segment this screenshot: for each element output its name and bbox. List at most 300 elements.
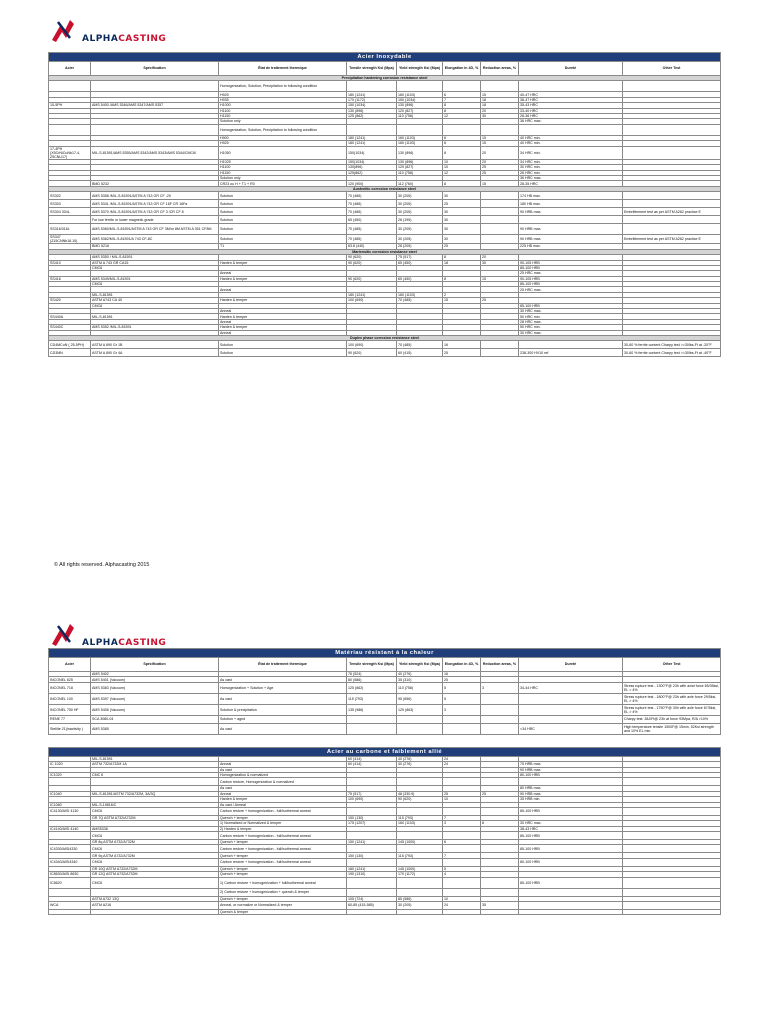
table-cell: 34-44 HRC xyxy=(519,682,623,693)
table-cell: As cast / Anneal xyxy=(219,802,347,807)
table-row xyxy=(49,902,721,910)
table-cell: 90-105 HRB xyxy=(519,260,623,265)
table-cell: 160 (1103) xyxy=(397,92,443,97)
table-cell: Harden & temper xyxy=(219,325,347,330)
table-cell: 76 (524) xyxy=(347,672,397,677)
table-cell: 8 xyxy=(443,108,481,113)
table-cell: Carbon restore, Homogenization & normalized xyxy=(219,778,347,786)
table-cell: GR 8q ASTM A732/A732M xyxy=(91,840,219,845)
table-title-row xyxy=(49,649,721,658)
alphacasting-logo-icon xyxy=(48,620,78,648)
column-header: Other Test xyxy=(623,62,721,76)
section-title: Martensitic corrosion resistance steel xyxy=(49,249,721,254)
table-cell: 25 xyxy=(443,677,481,682)
table-cell: Solution xyxy=(219,341,347,349)
table-cell: IC4130/AISI 4130 xyxy=(49,807,91,815)
table-cell: 20 xyxy=(481,108,519,113)
table-cell xyxy=(49,832,91,840)
table-row xyxy=(49,704,721,715)
table-cell: 190 (1310) xyxy=(347,872,397,877)
table-row xyxy=(49,224,721,235)
table-cell: Quench & temper xyxy=(219,910,347,915)
table-cell xyxy=(443,124,481,135)
table-cell: 30 xyxy=(443,224,481,235)
table-cell: 180 (1241) xyxy=(347,866,397,871)
table-cell: Anneal xyxy=(219,319,347,324)
table-cell xyxy=(347,845,397,853)
table-cell: Stress rupture test - 1750°F@ 30h with axle force 67/5ksi, EL > 4% xyxy=(623,704,721,715)
table-cell xyxy=(481,723,519,734)
table-cell: IC8630/AISI 8630 xyxy=(49,872,91,877)
table-cell: 12 xyxy=(443,170,481,175)
table-cell: SS420 xyxy=(49,298,91,303)
table-cell: AMS 5402 xyxy=(91,672,219,677)
table-cell xyxy=(481,778,519,786)
section-title: Duplex phase corrosion resistance steel xyxy=(49,335,721,340)
table-cell: 75 (517) xyxy=(347,791,397,796)
table-cell: IC4140/AISI 4140 xyxy=(49,826,91,831)
table-cell: 25 xyxy=(481,298,519,303)
table-cell: 25 xyxy=(443,200,481,208)
table-cell: Harden & temper xyxy=(219,260,347,265)
table-cell: 3 xyxy=(481,682,519,693)
table-cell: Solution xyxy=(219,208,347,216)
table-cell xyxy=(519,888,623,896)
table-cell: 130 (896) xyxy=(347,108,397,113)
table-cell: MIL-S-81591 xyxy=(91,756,219,761)
table-cell: Embrittlement test as per ASTM A262 practice E xyxy=(623,235,721,244)
table-cell: 25 xyxy=(443,791,481,796)
table-cell xyxy=(623,832,721,840)
table-cell: 28 (205) xyxy=(397,244,443,249)
table-cell xyxy=(519,910,623,915)
table-cell: 90 (620) xyxy=(347,255,397,260)
table-cell xyxy=(519,778,623,786)
column-header: Tensile strength Ksi (Mpa) xyxy=(347,658,397,672)
table-cell: H935 xyxy=(219,97,347,102)
table-cell xyxy=(49,778,91,786)
table-cell xyxy=(623,778,721,786)
column-header-row xyxy=(49,62,721,76)
table-cell: 90 HRB max. xyxy=(519,235,623,244)
table-cell xyxy=(397,778,443,786)
table-cell: 15 xyxy=(481,135,519,140)
alphacasting-logo xyxy=(48,0,720,44)
table-cell: Embrittlement test as per ASTM A262 practice E xyxy=(623,208,721,216)
table-cell: As cast xyxy=(219,723,347,734)
table-row xyxy=(49,208,721,216)
table-cell: 130(896) xyxy=(347,165,397,170)
table-cell: 150 (130) xyxy=(347,853,397,858)
table-cell: Homogenization, Solution, Precipitation to following condition xyxy=(219,81,347,92)
table-cell: GR 12Q ASTM A732/A732M xyxy=(91,872,219,877)
table-cell: 25 xyxy=(443,244,481,249)
table-cell xyxy=(481,208,519,216)
table-cell xyxy=(481,200,519,208)
table-cell: As cast xyxy=(219,677,347,682)
table-cell: 100 (690) xyxy=(347,797,397,802)
table-cell: SS410 xyxy=(49,260,91,265)
column-header: Tensile strength Ksi (Mpa) xyxy=(347,62,397,76)
table-cell: 75 (517) xyxy=(397,255,443,260)
table-cell xyxy=(623,200,721,208)
table-cell: 36 HRC max. xyxy=(519,175,623,180)
table-cell: 7 xyxy=(443,853,481,858)
table-cell: 85-100 HRB xyxy=(519,845,623,853)
table-cell xyxy=(347,778,397,786)
table-cell: INCONEL 750 HF xyxy=(49,704,91,715)
table-row xyxy=(49,723,721,734)
column-header: État de traitement thermique xyxy=(219,62,347,76)
table-cell: SS440A xyxy=(49,314,91,319)
table-row xyxy=(49,192,721,200)
table-cell: Quench + temper xyxy=(219,872,347,877)
table-cell: 60 (415) xyxy=(397,349,443,357)
table-cell xyxy=(49,216,91,224)
table-title-row xyxy=(49,53,721,62)
table-cell: 70 (485) xyxy=(347,192,397,200)
table-cell: 125 (863) xyxy=(397,704,443,715)
table-row xyxy=(49,146,721,159)
table-cell xyxy=(347,723,397,734)
table-cell: 80-100 HRB xyxy=(519,772,623,777)
table-cell: 2) Harden & temper xyxy=(219,826,347,831)
table-cell: AMS 5397 (Vacuum) xyxy=(91,693,219,704)
table-cell: 30 HRC max. xyxy=(519,821,623,826)
table-cell: ASTM A 890 Gr 1B xyxy=(91,341,219,349)
table-cell: 40 (276) xyxy=(397,756,443,761)
table-cell: 90 HRB max. xyxy=(519,224,623,235)
table-cell xyxy=(91,124,219,135)
table-cell: Stress rupture test - 1800°F@ 23h with axle force 29/5ksi, EL > 4% xyxy=(623,693,721,704)
table-cell xyxy=(481,235,519,244)
table-cell: CMC6 xyxy=(91,282,219,287)
table-cell: 238-300 HV10 ref xyxy=(519,349,623,357)
table-cell xyxy=(443,877,481,888)
table-cell: 28-35 HRC xyxy=(519,181,623,186)
table-cell xyxy=(397,124,443,135)
table-cell: 90 (620) xyxy=(347,349,397,357)
table-cell: 7 xyxy=(443,97,481,102)
table-cell xyxy=(623,888,721,896)
table-cell: 130 (896) xyxy=(397,159,443,164)
table-cell: 30 (205) xyxy=(397,902,443,910)
table-cell: H925 xyxy=(219,141,347,146)
table-row xyxy=(49,845,721,853)
table-cell: Anneal xyxy=(219,791,347,796)
table-cell: 70 (485) xyxy=(347,208,397,216)
table-row xyxy=(49,200,721,208)
table-cell: SS316/316L xyxy=(49,224,91,235)
table-cell: 63.8 (440) xyxy=(347,244,397,249)
table-cell: AMS 5360/MIL-S-81591/ASTM A 743 GR CF 3M/or 8M ASTM A 351 CF8M xyxy=(91,224,219,235)
table-cell: 65 (450) xyxy=(397,260,443,265)
table-cell: Homogenization + Solution + Age xyxy=(219,682,347,693)
table-cell: H1100 xyxy=(219,108,347,113)
table-cell: 160 (1103) xyxy=(397,821,443,826)
table-cell: 125(862) xyxy=(347,170,397,175)
table-title: Acier Inoxydable xyxy=(49,53,721,62)
table-row xyxy=(49,682,721,693)
table-cell xyxy=(623,807,721,815)
table-cell: AMS 5406 (Vacuum) xyxy=(91,704,219,715)
table-cell xyxy=(519,124,623,135)
table-cell: CMC6 xyxy=(91,303,219,308)
table-cell xyxy=(397,910,443,915)
table-cell: CMC6 xyxy=(91,832,219,840)
table-cell xyxy=(91,81,219,92)
table-cell xyxy=(481,693,519,704)
table-cell: AMS 5383 (Vacuum) xyxy=(91,682,219,693)
table-cell: 25 xyxy=(481,791,519,796)
heat-resistant-table xyxy=(48,648,721,735)
table-cell: 5 xyxy=(443,693,481,704)
table-cell xyxy=(91,888,219,896)
alphacasting-logo-icon xyxy=(48,16,78,44)
table-cell xyxy=(443,81,481,92)
table-cell: Anneal xyxy=(219,309,347,314)
table-cell xyxy=(347,124,397,135)
section-title: Austenitic corrosion resistance steel xyxy=(49,186,721,191)
table-cell: 40 HRC min. xyxy=(519,135,623,140)
table-cell: Solution xyxy=(219,192,347,200)
table-cell: 25 xyxy=(481,170,519,175)
table-title: Matériau résistant à la chaleur xyxy=(49,649,721,658)
brand-name: ALPHACASTING xyxy=(82,638,167,648)
table-row xyxy=(49,693,721,704)
table-cell xyxy=(49,81,91,92)
table-cell: Harden & temper xyxy=(219,276,347,281)
table-cell: 38-47 HRC xyxy=(519,97,623,102)
table-cell: CMC6 xyxy=(91,858,219,866)
table-cell: 18 xyxy=(481,103,519,108)
table-cell: Solution + aged xyxy=(219,715,347,723)
table-cell: 60 (414) xyxy=(347,762,397,767)
table-row xyxy=(49,216,721,224)
table-cell xyxy=(481,216,519,224)
table-cell: GR 10Q ASTM A732/A732M xyxy=(91,866,219,871)
table-cell: 35 (310) xyxy=(397,677,443,682)
table-cell: 30 HRC max. xyxy=(519,330,623,335)
table-cell: 30 (205) xyxy=(397,224,443,235)
table-cell: 30 HRC min. xyxy=(519,165,623,170)
table-cell: 15-5PH xyxy=(49,103,91,108)
table-cell: 15 xyxy=(481,141,519,146)
table-cell xyxy=(623,858,721,866)
brand-name: ALPHACASTING xyxy=(82,34,167,44)
table-cell: 120 (827) xyxy=(397,108,443,113)
table-cell: For low ferrite or lower magnetic grade xyxy=(91,216,219,224)
table-cell xyxy=(481,349,519,357)
table-cell: 26 HRC min. xyxy=(519,170,623,175)
table-cell: 30 xyxy=(481,113,519,118)
table-cell: SS416 xyxy=(49,276,91,281)
table-cell: 130 (896) xyxy=(397,146,443,159)
table-cell xyxy=(443,845,481,853)
table-cell xyxy=(347,81,397,92)
table-cell: Carbon restore + homogenization - full/isothermal anneal xyxy=(219,858,347,866)
table-cell: 6 xyxy=(443,141,481,146)
table-row xyxy=(49,124,721,135)
table-cell: 50 HRC min. xyxy=(519,314,623,319)
table-cell: Harden & temper xyxy=(219,797,347,802)
table-cell: ASTM A732 13Q xyxy=(91,896,219,901)
table-cell: Solution xyxy=(219,235,347,244)
table-cell xyxy=(397,888,443,896)
table-cell xyxy=(481,858,519,866)
table-cell: IC1060 xyxy=(49,802,91,807)
table-cell: 170 (1172) xyxy=(397,872,443,877)
table-cell: 150(1034) xyxy=(347,146,397,159)
table-cell: 10 xyxy=(443,159,481,164)
table-cell: Charpy test: 38J/Ft@ 23h at force 93Mpa, R/A >10% xyxy=(623,715,721,723)
table-cell: 70 (485) xyxy=(347,235,397,244)
table-cell: AMS5338 xyxy=(91,826,219,831)
table-cell: 10 xyxy=(443,896,481,901)
table-cell: ASTM A 890 Gr 4A xyxy=(91,349,219,357)
table-cell xyxy=(49,124,91,135)
table-row xyxy=(49,910,721,915)
table-cell: As cast xyxy=(219,786,347,791)
table-cell: 30 (205) xyxy=(397,192,443,200)
table-cell: Anneal xyxy=(219,762,347,767)
table-cell: 180 (1241) xyxy=(347,92,397,97)
table-cell: 25 HRC max. xyxy=(519,271,623,276)
table-cell: ASTM A216 xyxy=(91,902,219,910)
table-cell: 175 (1207) xyxy=(347,821,397,826)
table-cell: 10 xyxy=(443,165,481,170)
table-cell xyxy=(347,877,397,888)
table-cell xyxy=(397,723,443,734)
table-cell: 30-60 % ferrite content Charpy test >=30lbs-Ft at -20°F xyxy=(623,341,721,349)
table-cell xyxy=(347,888,397,896)
table-cell xyxy=(481,910,519,915)
table-cell: INCONEL 718 xyxy=(49,682,91,693)
table-cell: SCA 3080-04 xyxy=(91,715,219,723)
table-cell: 33-40 HRC xyxy=(519,108,623,113)
table-cell xyxy=(397,715,443,723)
table-cell: H1150 xyxy=(219,170,347,175)
table-cell: 8 xyxy=(443,146,481,159)
table-cell: SS303 xyxy=(49,200,91,208)
table-cell: 16 xyxy=(443,341,481,349)
table-cell: 150 (130) xyxy=(347,815,397,820)
table-cell: 70 (485) xyxy=(397,298,443,303)
table-cell: 4 xyxy=(443,872,481,877)
table-cell: CMC6 xyxy=(91,877,219,888)
table-cell: 90 HRB max. xyxy=(519,791,623,796)
table-cell xyxy=(443,910,481,915)
table-cell: 20 xyxy=(481,146,519,159)
table-cell: 10 xyxy=(443,797,481,802)
table-cell xyxy=(443,715,481,723)
table-cell: INCONEL 625 xyxy=(49,677,91,682)
table-row xyxy=(49,778,721,786)
table-cell: 30 xyxy=(443,192,481,200)
table-cell xyxy=(397,858,443,866)
table-cell: 1) Normalized or Normalized & temper xyxy=(219,821,347,826)
table-cell: 25 xyxy=(443,349,481,357)
table-row xyxy=(49,858,721,866)
table-cell: 115 (793) xyxy=(347,693,397,704)
table-cell: 38-43 HRC xyxy=(519,826,623,831)
column-header: Reduction areas, % xyxy=(481,62,519,76)
table-cell xyxy=(443,858,481,866)
table-title-row xyxy=(49,747,721,756)
table-cell: 24 xyxy=(443,762,481,767)
table-cell: CR23 ou H + T1 + R0 xyxy=(219,181,347,186)
table-cell: 35-43 HRC xyxy=(519,103,623,108)
table-cell: 125 (862) xyxy=(347,113,397,118)
table-cell: AMS 5358 /MIL-S-81591/ASTM A 743 GR CF -20 xyxy=(91,192,219,200)
table-cell: 5 xyxy=(443,866,481,871)
table-cell: 105 (724) xyxy=(347,896,397,901)
table-cell: 16 xyxy=(443,672,481,677)
table-cell: Homogenization & normalized xyxy=(219,772,347,777)
table-cell: Harden & temper xyxy=(219,314,347,319)
table-cell: 120 (900) xyxy=(347,181,397,186)
table-cell: 15 xyxy=(481,92,519,97)
table-cell: 35 HRB min. xyxy=(519,797,623,802)
table-cell: 30 xyxy=(481,260,519,265)
table-cell: 30 (205) xyxy=(397,200,443,208)
column-header: Yield strength Ksi (Mpa) xyxy=(397,658,443,672)
table-cell: 28 (195) xyxy=(397,216,443,224)
table-cell: Solution & precipitation xyxy=(219,704,347,715)
table-cell: CMC 6 xyxy=(91,772,219,777)
table-cell: 25 HRC max. xyxy=(519,287,623,292)
table-cell: Carbon restore + homogenization - full/isothermal anneal xyxy=(219,832,347,840)
table-cell: 95 (656) xyxy=(397,693,443,704)
table-cell: 160 (1103) xyxy=(397,135,443,140)
table-cell xyxy=(623,845,721,853)
table-cell: 2 xyxy=(443,292,481,297)
table-cell: 6 xyxy=(443,840,481,845)
table-cell: IC4340/AISI4340 xyxy=(49,858,91,866)
table-cell: 40 (276) xyxy=(397,672,443,677)
table-cell: 150 (1034) xyxy=(347,103,397,108)
table-cell: 1) Carbon restore + homogenization + full/isothermal anneal xyxy=(219,877,347,888)
table-cell xyxy=(347,910,397,915)
table-cell xyxy=(481,192,519,200)
table-cell: 6 xyxy=(443,92,481,97)
table-cell xyxy=(519,693,623,704)
table-cell: 18 xyxy=(481,97,519,102)
table-cell: 110 (758) xyxy=(397,170,443,175)
table-row xyxy=(49,341,721,349)
table-cell: As cast xyxy=(219,767,347,772)
table-cell: 30 xyxy=(443,208,481,216)
table-cell xyxy=(481,845,519,853)
table-cell: 85 (586) xyxy=(397,896,443,901)
table-cell: 90 (620) xyxy=(347,260,397,265)
table-cell: H1000 xyxy=(219,103,347,108)
table-cell: Harden & temper xyxy=(219,298,347,303)
column-header: Reduction areas, % xyxy=(481,658,519,672)
table-cell: 180 HB max. xyxy=(519,200,623,208)
table-cell: SS347 (Z15CNNb18.10) xyxy=(49,235,91,244)
table-cell: 60-85 (415-585) xyxy=(347,902,397,910)
column-header: Dureté xyxy=(519,62,623,76)
table-cell: H1100 xyxy=(219,165,347,170)
table-cell xyxy=(397,807,443,815)
table-cell: As cast xyxy=(219,693,347,704)
table-cell: 100 (690) xyxy=(347,298,397,303)
table-cell: 100 (690) xyxy=(347,341,397,349)
table-cell xyxy=(519,216,623,224)
table-cell: AMS 5385 xyxy=(91,723,219,734)
table-cell: AMS 5349/MIL-S-81591 xyxy=(91,276,219,281)
